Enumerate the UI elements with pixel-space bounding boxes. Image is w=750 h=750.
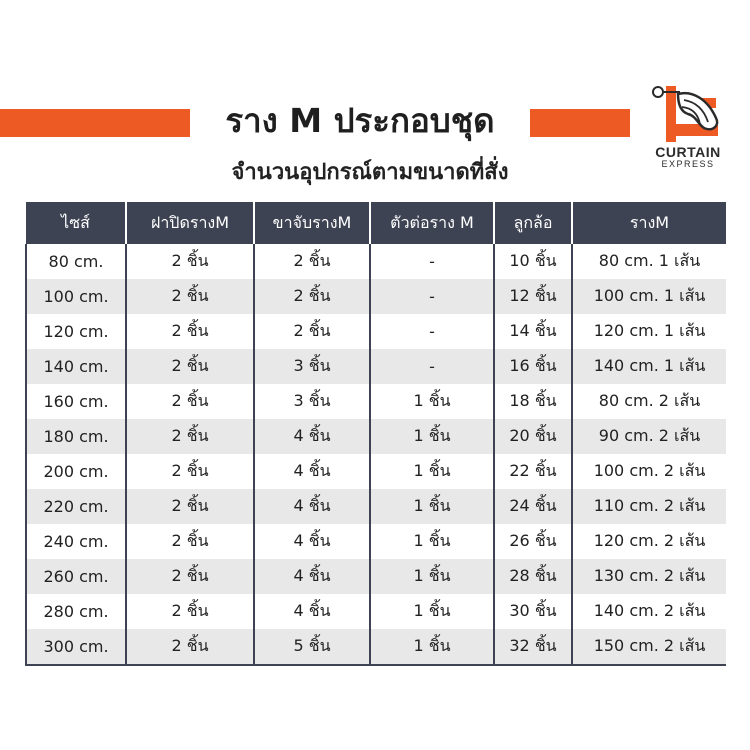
table-row xyxy=(26,629,726,665)
cell-connector: 1 ชิ้น xyxy=(370,594,494,629)
cell-track: 150 cm. 2 เส้น xyxy=(572,629,726,665)
table-header-row xyxy=(26,202,726,244)
cell-bracket: 4 ชิ้น xyxy=(254,524,370,559)
cell-size: 180 cm. xyxy=(26,419,126,454)
table-row xyxy=(26,314,726,349)
curtain-logo-icon xyxy=(638,80,738,146)
cell-bracket: 4 ชิ้น xyxy=(254,489,370,524)
orange-accent-bar-left xyxy=(0,109,190,137)
cell-track: 100 cm. 2 เส้น xyxy=(572,454,726,489)
cell-end-cap: 2 ชิ้น xyxy=(126,244,254,279)
table-row xyxy=(26,244,726,279)
page-subtitle: จำนวนอุปกรณ์ตามขนาดที่สั่ง xyxy=(231,160,509,185)
cell-size: 240 cm. xyxy=(26,524,126,559)
cell-track: 120 cm. 2 เส้น xyxy=(572,524,726,559)
cell-size: 120 cm. xyxy=(26,314,126,349)
table-row xyxy=(26,419,726,454)
cell-runner: 24 ชิ้น xyxy=(494,489,572,524)
cell-runner: 18 ชิ้น xyxy=(494,384,572,419)
cell-runner: 30 ชิ้น xyxy=(494,594,572,629)
cell-connector: - xyxy=(370,349,494,384)
cell-end-cap: 2 ชิ้น xyxy=(126,419,254,454)
table-row xyxy=(26,349,726,384)
cell-size: 160 cm. xyxy=(26,384,126,419)
table-row xyxy=(26,559,726,594)
logo-text-express: EXPRESS xyxy=(661,159,715,169)
cell-end-cap: 2 ชิ้น xyxy=(126,629,254,665)
orange-accent-bar-right xyxy=(530,109,630,137)
cell-size: 300 cm. xyxy=(26,629,126,665)
cell-size: 200 cm. xyxy=(26,454,126,489)
cell-bracket: 4 ชิ้น xyxy=(254,454,370,489)
cell-size: 100 cm. xyxy=(26,279,126,314)
cell-connector: 1 ชิ้น xyxy=(370,454,494,489)
cell-track: 140 cm. 2 เส้น xyxy=(572,594,726,629)
cell-connector: 1 ชิ้น xyxy=(370,559,494,594)
cell-runner: 26 ชิ้น xyxy=(494,524,572,559)
page-title: ราง M ประกอบชุด xyxy=(225,101,495,140)
cell-end-cap: 2 ชิ้น xyxy=(126,349,254,384)
cell-bracket: 4 ชิ้น xyxy=(254,594,370,629)
size-spec-table xyxy=(25,202,726,666)
header-bracket: ขาจับรางM xyxy=(254,202,370,244)
cell-bracket: 4 ชิ้น xyxy=(254,559,370,594)
cell-connector: - xyxy=(370,314,494,349)
logo-text-curtain: CURTAIN xyxy=(655,144,721,160)
cell-track: 110 cm. 2 เส้น xyxy=(572,489,726,524)
cell-end-cap: 2 ชิ้น xyxy=(126,524,254,559)
table-row xyxy=(26,279,726,314)
cell-runner: 16 ชิ้น xyxy=(494,349,572,384)
cell-bracket: 5 ชิ้น xyxy=(254,629,370,665)
header-end-cap: ฝาปิดรางM xyxy=(126,202,254,244)
cell-runner: 10 ชิ้น xyxy=(494,244,572,279)
cell-bracket: 2 ชิ้น xyxy=(254,244,370,279)
cell-end-cap: 2 ชิ้น xyxy=(126,489,254,524)
cell-connector: 1 ชิ้น xyxy=(370,489,494,524)
cell-bracket: 4 ชิ้น xyxy=(254,419,370,454)
curtain-express-logo xyxy=(638,80,738,175)
cell-connector: 1 ชิ้น xyxy=(370,419,494,454)
cell-connector: 1 ชิ้น xyxy=(370,629,494,665)
cell-runner: 14 ชิ้น xyxy=(494,314,572,349)
cell-runner: 20 ชิ้น xyxy=(494,419,572,454)
cell-track: 140 cm. 1 เส้น xyxy=(572,349,726,384)
table-row xyxy=(26,594,726,629)
header-track: รางM xyxy=(572,202,726,244)
cell-end-cap: 2 ชิ้น xyxy=(126,314,254,349)
table-row xyxy=(26,489,726,524)
header-runner: ลูกล้อ xyxy=(494,202,572,244)
cell-size: 260 cm. xyxy=(26,559,126,594)
cell-bracket: 2 ชิ้น xyxy=(254,279,370,314)
cell-runner: 12 ชิ้น xyxy=(494,279,572,314)
cell-bracket: 3 ชิ้น xyxy=(254,349,370,384)
cell-runner: 32 ชิ้น xyxy=(494,629,572,665)
cell-connector: 1 ชิ้น xyxy=(370,524,494,559)
cell-track: 100 cm. 1 เส้น xyxy=(572,279,726,314)
cell-connector: - xyxy=(370,279,494,314)
table-row xyxy=(26,454,726,489)
cell-track: 80 cm. 2 เส้น xyxy=(572,384,726,419)
cell-size: 220 cm. xyxy=(26,489,126,524)
table-row xyxy=(26,524,726,559)
cell-runner: 28 ชิ้น xyxy=(494,559,572,594)
cell-end-cap: 2 ชิ้น xyxy=(126,384,254,419)
cell-size: 80 cm. xyxy=(26,244,126,279)
table-row xyxy=(26,384,726,419)
cell-bracket: 2 ชิ้น xyxy=(254,314,370,349)
cell-size: 140 cm. xyxy=(26,349,126,384)
cell-end-cap: 2 ชิ้น xyxy=(126,559,254,594)
cell-track: 90 cm. 2 เส้น xyxy=(572,419,726,454)
cell-size: 280 cm. xyxy=(26,594,126,629)
header-size: ไซส์ xyxy=(26,202,126,244)
cell-end-cap: 2 ชิ้น xyxy=(126,279,254,314)
cell-connector: 1 ชิ้น xyxy=(370,384,494,419)
cell-connector: - xyxy=(370,244,494,279)
cell-end-cap: 2 ชิ้น xyxy=(126,594,254,629)
cell-track: 80 cm. 1 เส้น xyxy=(572,244,726,279)
header-connector: ตัวต่อราง M xyxy=(370,202,494,244)
cell-track: 120 cm. 1 เส้น xyxy=(572,314,726,349)
cell-end-cap: 2 ชิ้น xyxy=(126,454,254,489)
cell-runner: 22 ชิ้น xyxy=(494,454,572,489)
cell-bracket: 3 ชิ้น xyxy=(254,384,370,419)
cell-track: 130 cm. 2 เส้น xyxy=(572,559,726,594)
